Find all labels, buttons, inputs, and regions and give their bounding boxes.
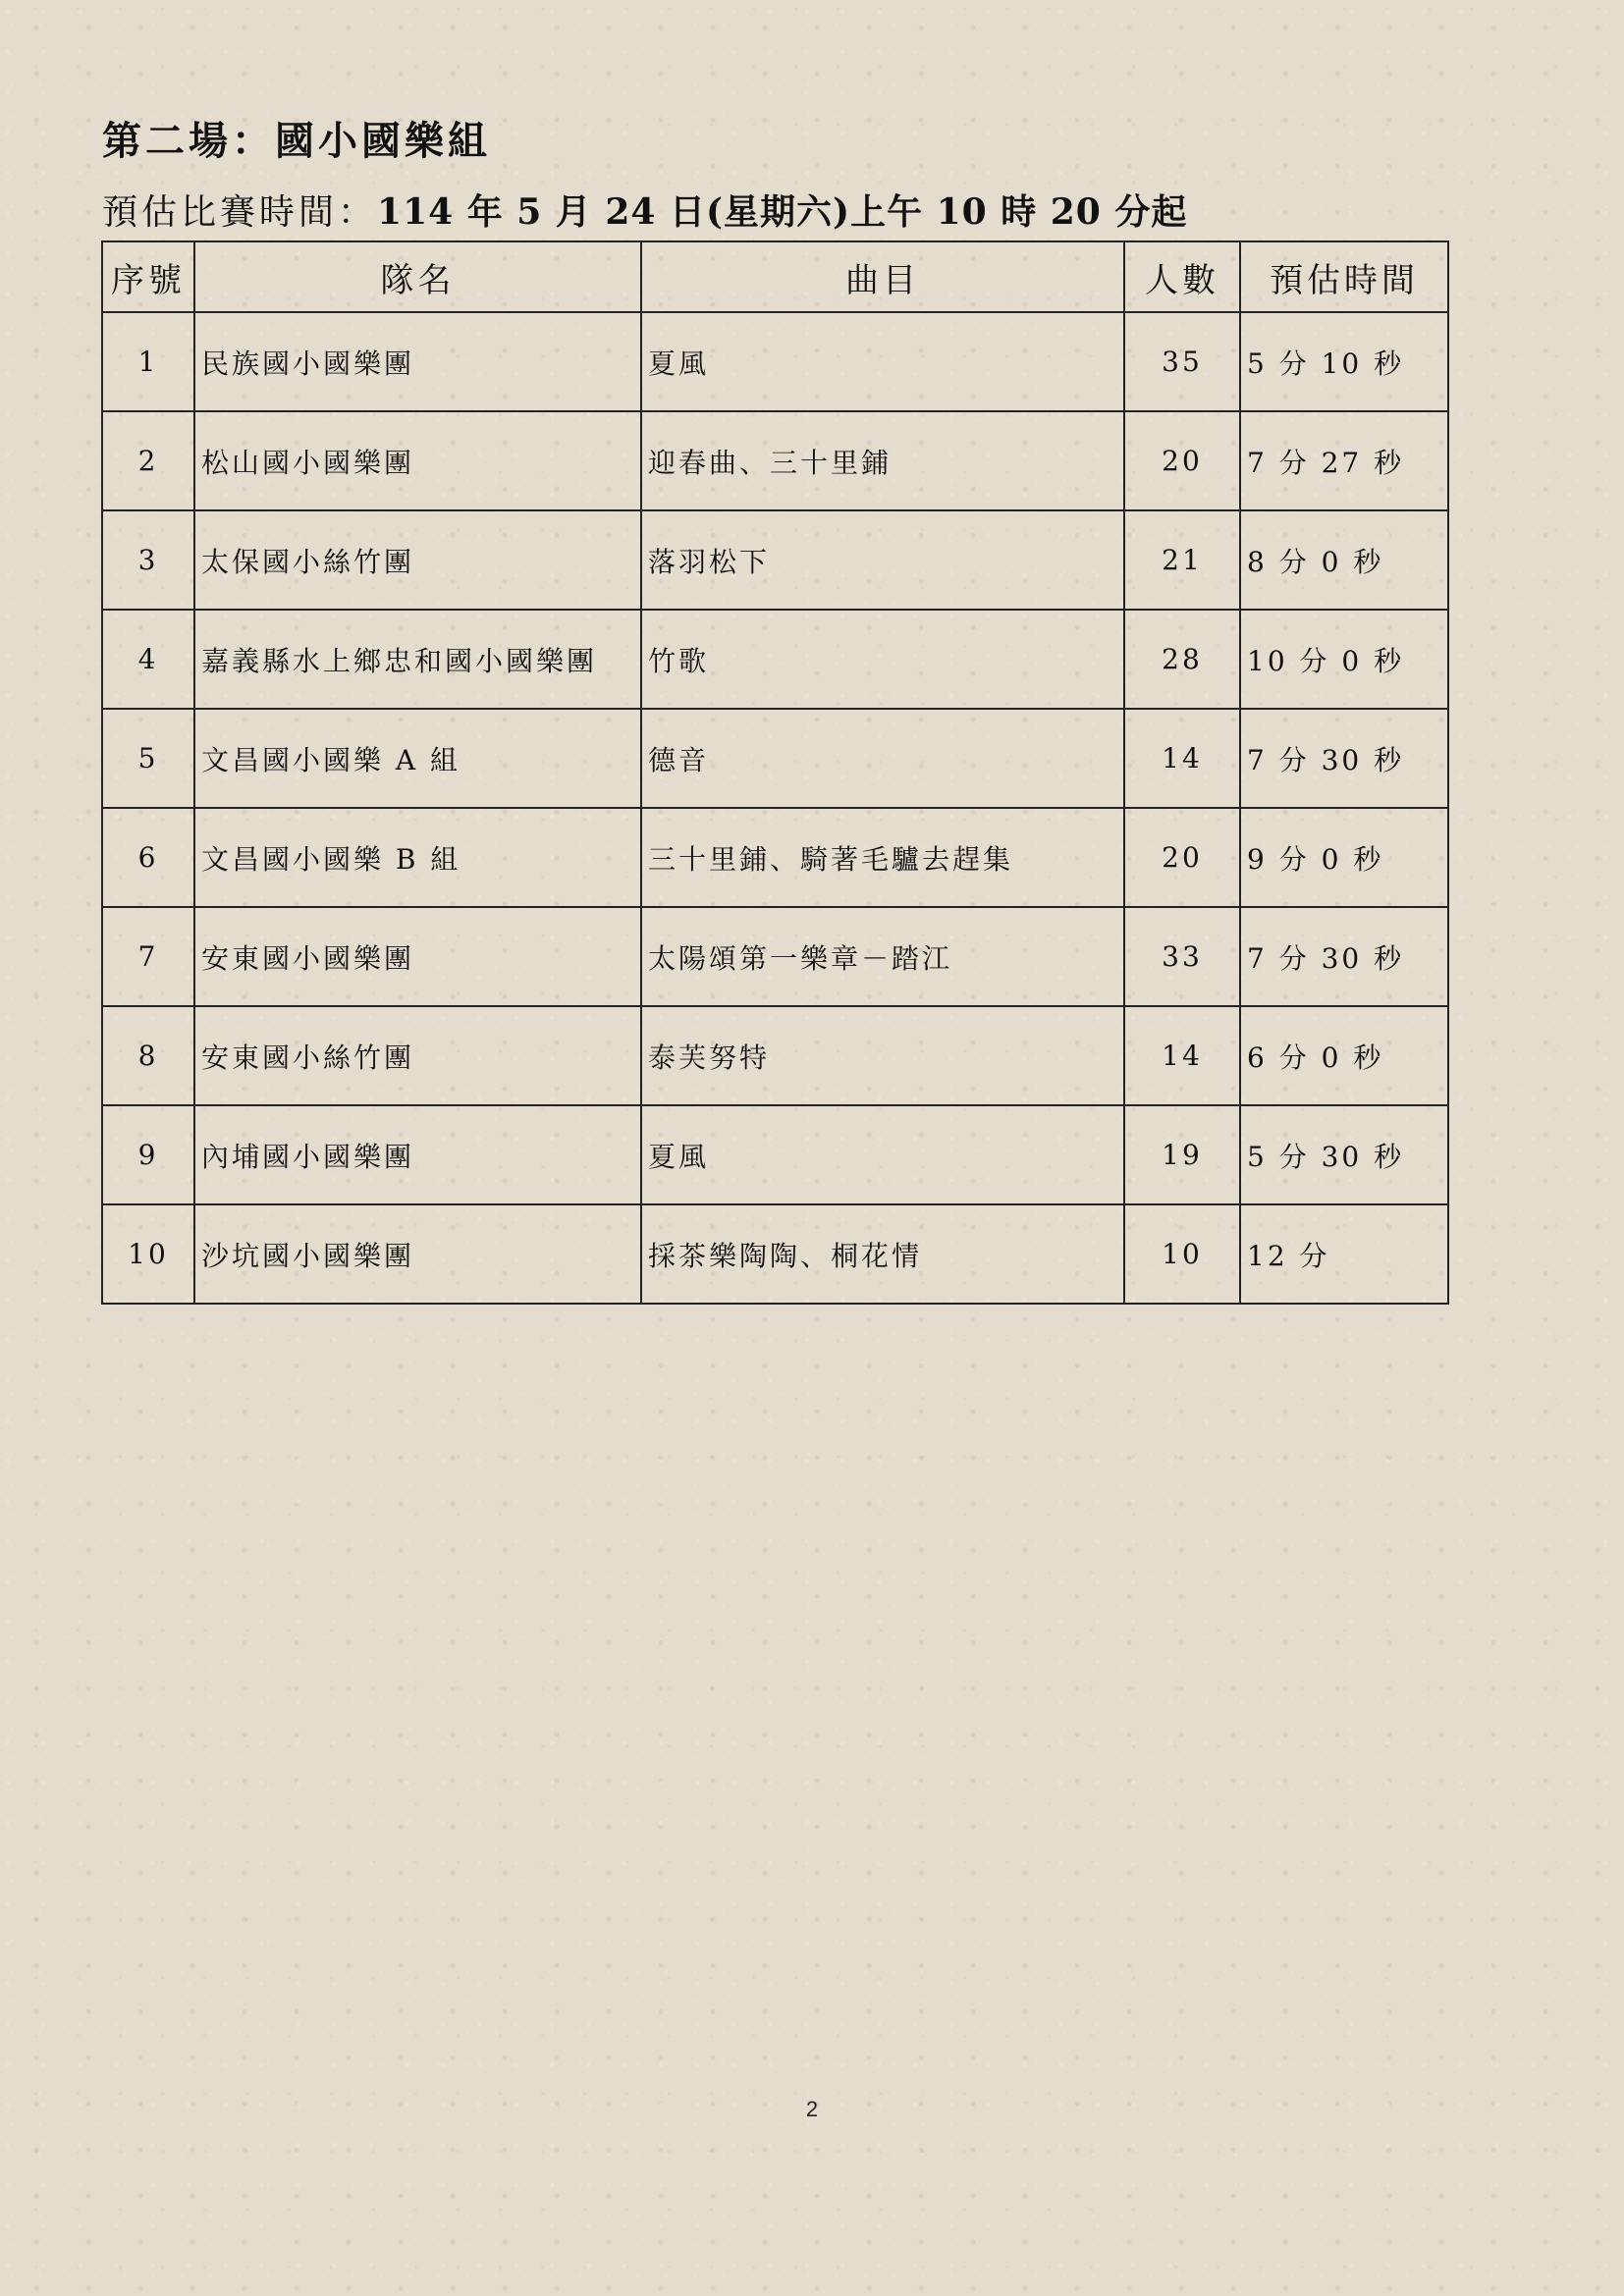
header-song: 曲目 bbox=[641, 241, 1124, 312]
cell-song: 德音 bbox=[641, 709, 1124, 808]
header-count: 人數 bbox=[1124, 241, 1240, 312]
cell-count: 21 bbox=[1124, 510, 1240, 610]
cell-team: 文昌國小國樂 B 組 bbox=[194, 808, 641, 907]
table-header bbox=[102, 241, 1448, 312]
cell-time: 7 分 27 秒 bbox=[1240, 411, 1448, 510]
cell-no: 8 bbox=[102, 1006, 194, 1105]
cell-time: 8 分 0 秒 bbox=[1240, 510, 1448, 610]
cell-team: 內埔國小國樂團 bbox=[194, 1105, 641, 1204]
cell-no: 6 bbox=[102, 808, 194, 907]
cell-time: 6 分 0 秒 bbox=[1240, 1006, 1448, 1105]
cell-team: 嘉義縣水上鄉忠和國小國樂團 bbox=[194, 610, 641, 709]
cell-count: 35 bbox=[1124, 312, 1240, 411]
cell-song: 泰芙努特 bbox=[641, 1006, 1124, 1105]
cell-song: 太陽頌第一樂章－踏江 bbox=[641, 907, 1124, 1006]
cell-time: 12 分 bbox=[1240, 1204, 1448, 1304]
header-team: 隊名 bbox=[194, 241, 641, 312]
cell-time: 7 分 30 秒 bbox=[1240, 907, 1448, 1006]
cell-song: 夏風 bbox=[641, 1105, 1124, 1204]
cell-count: 19 bbox=[1124, 1105, 1240, 1204]
header-row bbox=[102, 241, 1448, 312]
cell-no: 5 bbox=[102, 709, 194, 808]
cell-count: 10 bbox=[1124, 1204, 1240, 1304]
table-row bbox=[102, 1204, 1448, 1304]
header-time: 預估時間 bbox=[1240, 241, 1448, 312]
cell-song: 迎春曲、三十里鋪 bbox=[641, 411, 1124, 510]
cell-count: 33 bbox=[1124, 907, 1240, 1006]
cell-count: 14 bbox=[1124, 1006, 1240, 1105]
competition-time-value: 114 年 5 月 24 日(星期六)上午 10 時 20 分起 bbox=[377, 191, 1188, 233]
table-row bbox=[102, 312, 1448, 411]
page-number: 2 bbox=[805, 2097, 819, 2121]
header-no: 序號 bbox=[102, 241, 194, 312]
table-row bbox=[102, 610, 1448, 709]
table-row bbox=[102, 1105, 1448, 1204]
cell-team: 民族國小國樂團 bbox=[194, 312, 641, 411]
cell-no: 7 bbox=[102, 907, 194, 1006]
table-row bbox=[102, 709, 1448, 808]
cell-no: 9 bbox=[102, 1105, 194, 1204]
cell-time: 7 分 30 秒 bbox=[1240, 709, 1448, 808]
table-row bbox=[102, 907, 1448, 1006]
table-row bbox=[102, 510, 1448, 610]
cell-no: 2 bbox=[102, 411, 194, 510]
cell-song: 採茶樂陶陶、桐花情 bbox=[641, 1204, 1124, 1304]
competition-time-label: 預估比賽時間： bbox=[102, 192, 378, 233]
cell-time: 5 分 30 秒 bbox=[1240, 1105, 1448, 1204]
cell-song: 落羽松下 bbox=[641, 510, 1124, 610]
cell-count: 14 bbox=[1124, 709, 1240, 808]
page-title: 第二場：國小國樂組 bbox=[102, 118, 491, 164]
cell-team: 安東國小國樂團 bbox=[194, 907, 641, 1006]
cell-team: 安東國小絲竹團 bbox=[194, 1006, 641, 1105]
cell-time: 5 分 10 秒 bbox=[1240, 312, 1448, 411]
table-row bbox=[102, 1006, 1448, 1105]
cell-no: 10 bbox=[102, 1204, 194, 1304]
cell-song: 三十里鋪、騎著毛驢去趕集 bbox=[641, 808, 1124, 907]
cell-time: 9 分 0 秒 bbox=[1240, 808, 1448, 907]
schedule-table bbox=[101, 240, 1449, 1305]
cell-team: 沙坑國小國樂團 bbox=[194, 1204, 641, 1304]
cell-no: 1 bbox=[102, 312, 194, 411]
cell-song: 夏風 bbox=[641, 312, 1124, 411]
competition-time bbox=[102, 187, 1187, 239]
cell-team: 文昌國小國樂 A 組 bbox=[194, 709, 641, 808]
cell-song: 竹歌 bbox=[641, 610, 1124, 709]
cell-team: 太保國小絲竹團 bbox=[194, 510, 641, 610]
cell-count: 28 bbox=[1124, 610, 1240, 709]
table-row bbox=[102, 411, 1448, 510]
table-body bbox=[102, 312, 1448, 1304]
cell-no: 4 bbox=[102, 610, 194, 709]
cell-count: 20 bbox=[1124, 808, 1240, 907]
cell-time: 10 分 0 秒 bbox=[1240, 610, 1448, 709]
cell-no: 3 bbox=[102, 510, 194, 610]
table-row bbox=[102, 808, 1448, 907]
cell-count: 20 bbox=[1124, 411, 1240, 510]
cell-team: 松山國小國樂團 bbox=[194, 411, 641, 510]
